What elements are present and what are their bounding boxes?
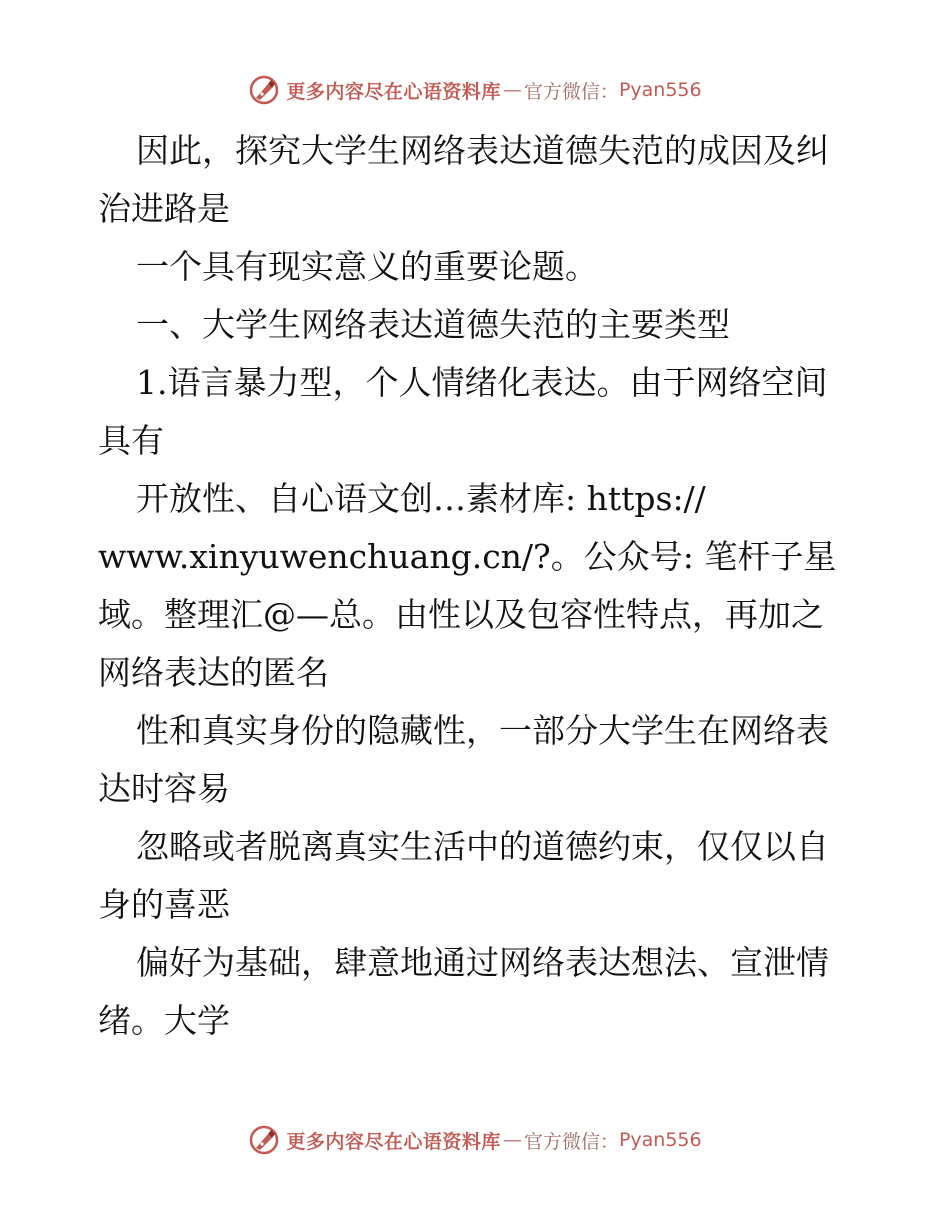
banner-wechat-label: 官方微信：	[523, 1130, 619, 1153]
banner-wechat-label: 官方微信：	[523, 80, 619, 103]
text-line: 具有	[98, 421, 164, 460]
pen-nib-logo-icon	[248, 74, 280, 106]
banner-slogan: 更多内容尽在心语资料库	[286, 1130, 501, 1153]
banner-wechat-id: Pyan556	[618, 1129, 702, 1151]
text-line: 达时容易	[98, 769, 230, 808]
text-line: 身的喜恶	[98, 885, 230, 924]
banner-slogan: 更多内容尽在心语资料库	[286, 80, 501, 103]
text-line: 治进路是	[98, 189, 230, 228]
section-heading: 一、大学生网络表达道德失范的主要类型	[136, 305, 730, 344]
banner-separator: —	[502, 79, 522, 101]
text-line: 绪。大学	[98, 1001, 230, 1040]
text-line: 偏好为基础，肆意地通过网络表达想法、宣泄情	[136, 943, 829, 982]
text-line: 1.语言暴力型，个人情绪化表达。由于网络空间	[136, 363, 828, 402]
text-line: 域。整理汇@—总。由性以及包容性特点，再加之	[98, 595, 824, 634]
text-line: 性和真实身份的隐藏性，一部分大学生在网络表	[136, 711, 829, 750]
pen-nib-logo-icon	[248, 1124, 280, 1156]
header-banner	[0, 70, 950, 110]
text-line: 因此，探究大学生网络表达道德失范的成因及纠	[136, 131, 829, 170]
footer-banner	[0, 1120, 950, 1160]
document-body	[98, 122, 858, 1050]
text-line: 一个具有现实意义的重要论题。	[136, 247, 598, 286]
text-line: 网络表达的匿名	[98, 653, 329, 692]
text-line: 忽略或者脱离真实生活中的道德约束，仅仅以自	[136, 827, 829, 866]
text-line: 开放性、自心语文创…素材库: https://	[136, 479, 706, 518]
text-line: www.xinyuwenchuang.cn/?。公众号: 笔杆子星	[98, 537, 837, 576]
banner-separator: —	[502, 1129, 522, 1151]
banner-wechat-id: Pyan556	[618, 79, 702, 101]
